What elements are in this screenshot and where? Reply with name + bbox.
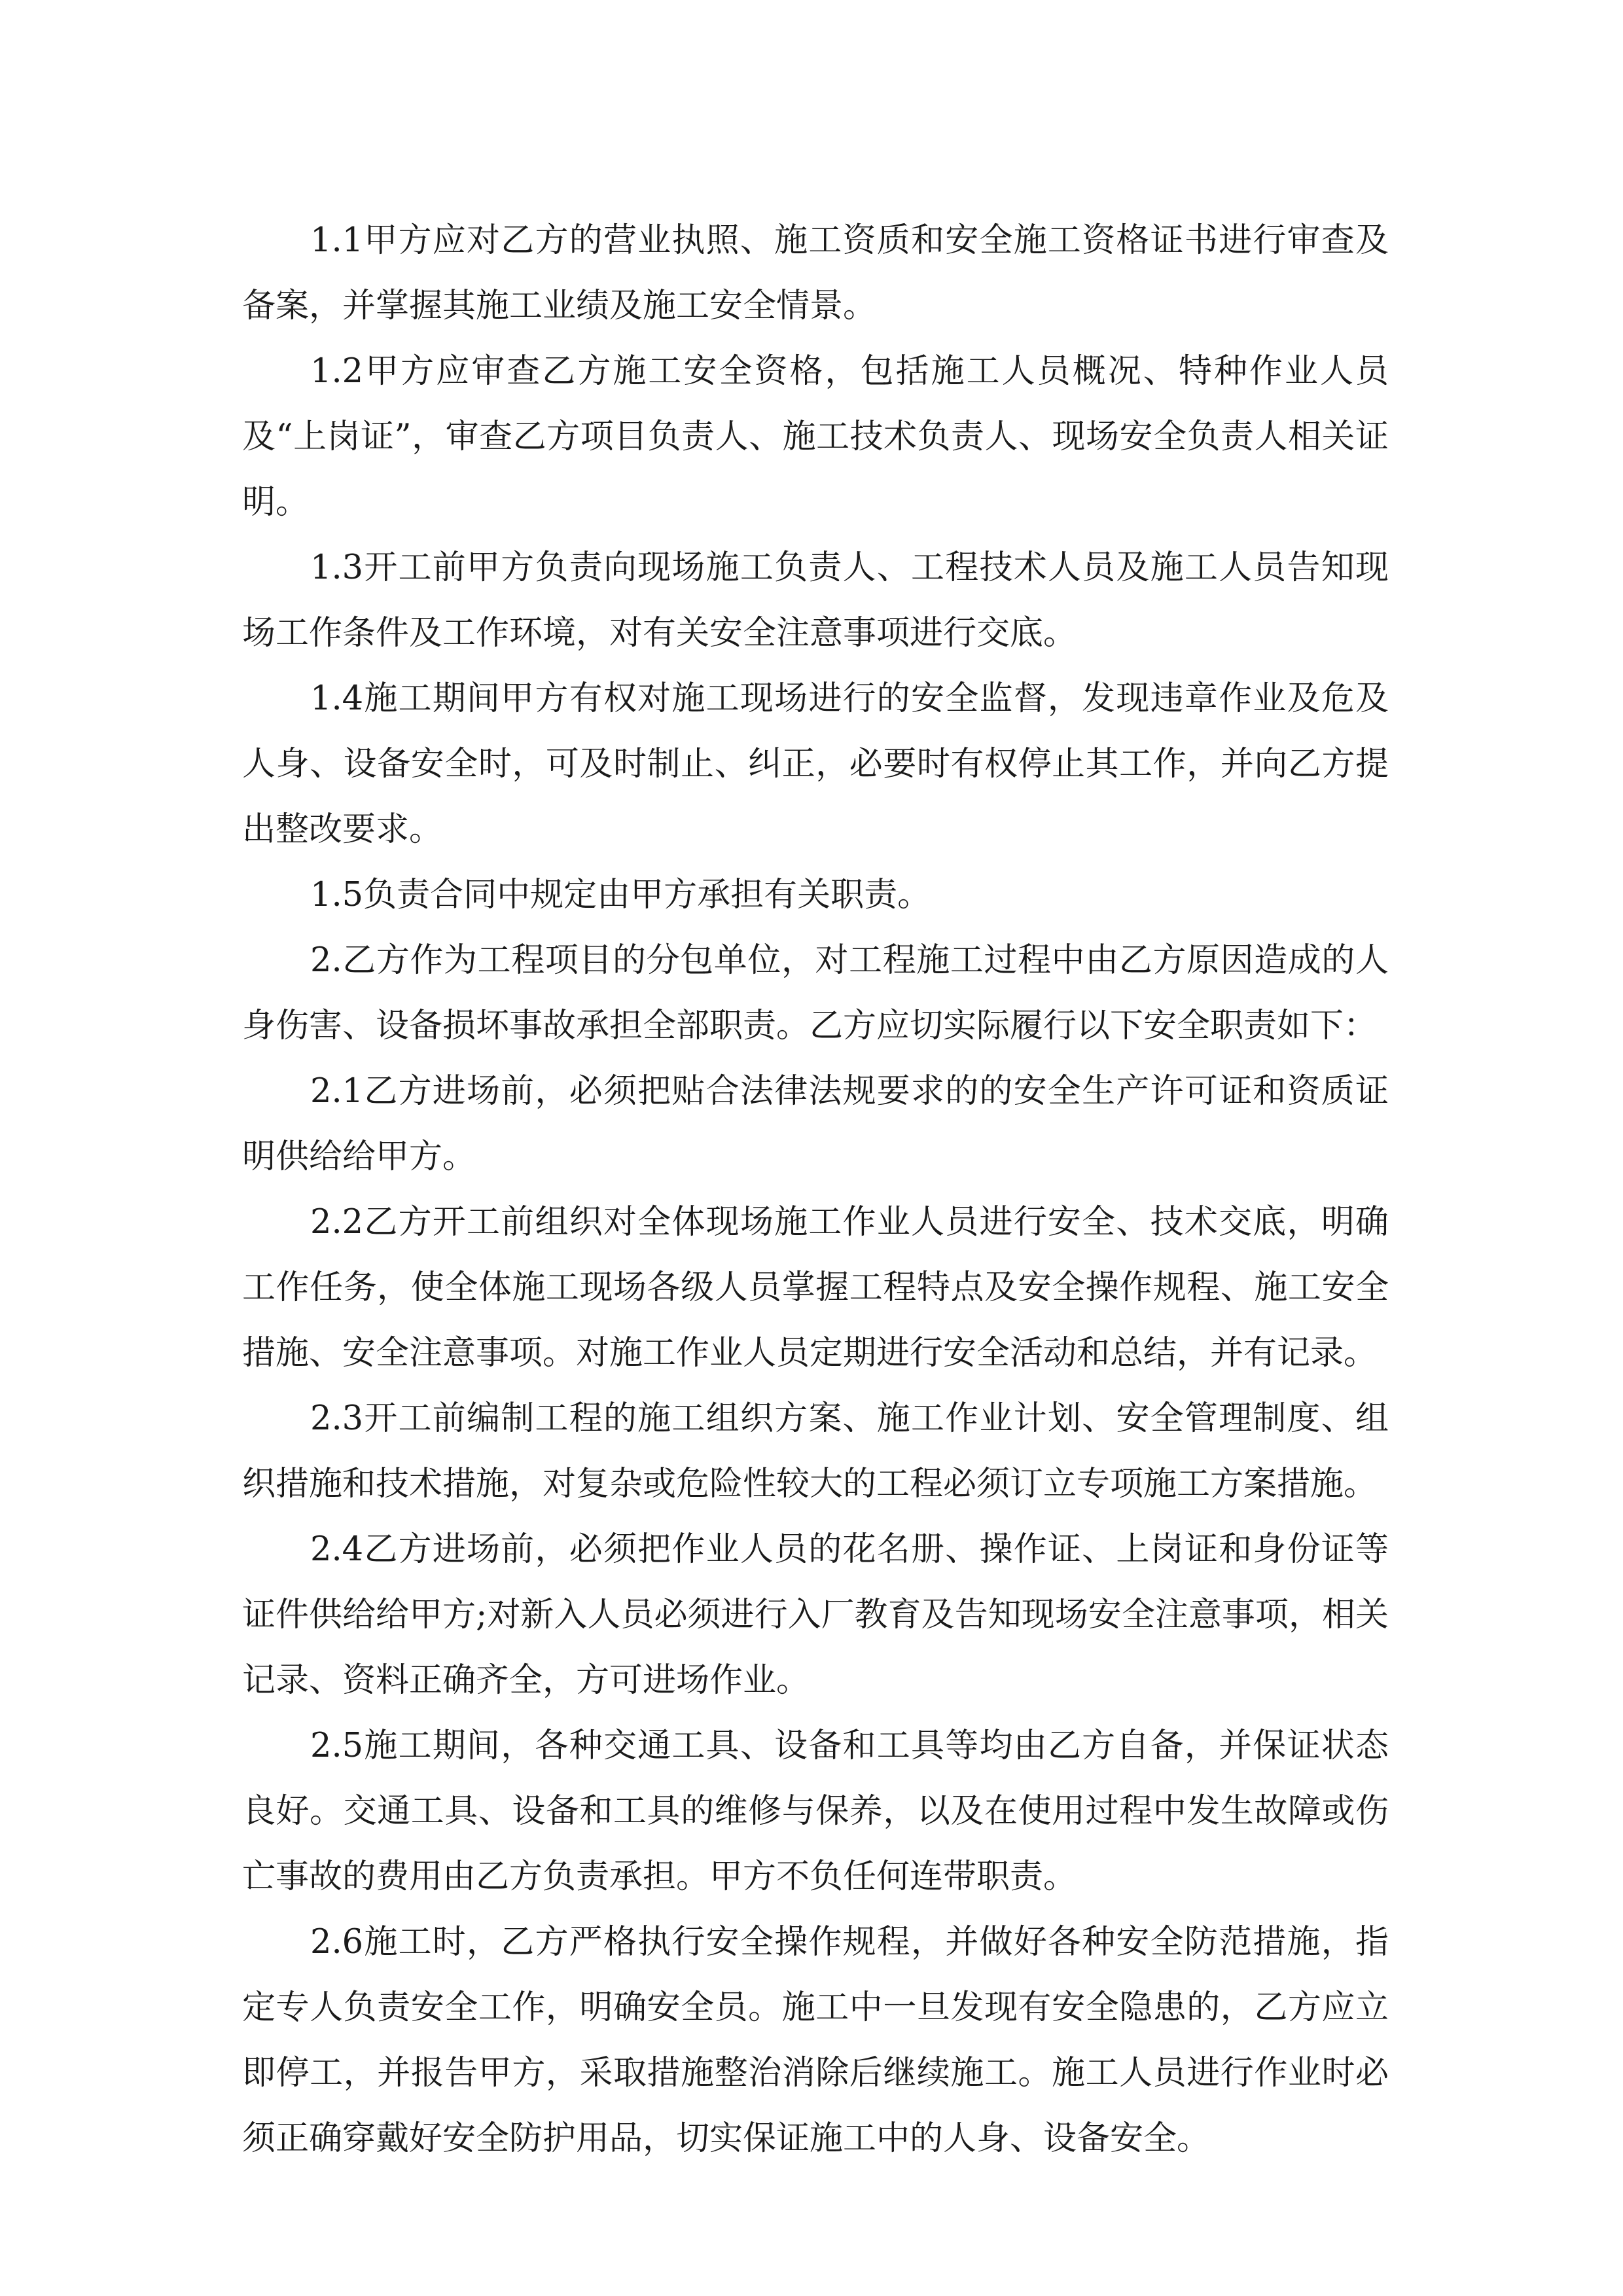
clause-2-4: 2.4乙方进场前，必须把作业人员的花名册、操作证、上岗证和身份证等证件供给给甲方;对新入人员必须进行入厂教育及告知现场安全注意事项，相关记录、资料正确齐全，方可进场作业。 xyxy=(242,1530,1389,1700)
clause-2-3: 2.3开工前编制工程的施工组织方案、施工作业计划、安全管理制度、组织措施和技术措施，对复杂或危险性较大的工程必须订立专项施工方案措施。 xyxy=(242,1399,1389,1503)
clause-1-2: 1.2甲方应审查乙方施工安全资格，包括施工人员概况、特种作业人员及“上岗证”，审查乙方项目负责人、施工技术负责人、现场安全负责人相关证明。 xyxy=(242,352,1389,522)
clause-1-1: 1.1甲方应对乙方的营业执照、施工资质和安全施工资格证书进行审查及备案，并掌握其施工业绩及施工安全情景。 xyxy=(242,221,1389,325)
clause-1-5: 1.5负责合同中规定由甲方承担有关职责。 xyxy=(310,876,931,914)
clause-2-1: 2.1乙方进场前，必须把贴合法律法规要求的的安全生产许可证和资质证明供给给甲方。 xyxy=(242,1072,1389,1176)
document-body xyxy=(242,208,1389,2172)
clause-2-6: 2.6施工时，乙方严格执行安全操作规程，并做好各种安全防范措施，指定专人负责安全工作，明确安全员。施工中一旦发现有安全隐患的，乙方应立即停工，并报告甲方，采取措施整治消除后继续施工。施工人员进行作业时必须正确穿戴好安全防护用品，切实保证施工中的人身、设备安全。 xyxy=(242,1923,1389,2158)
clause-2: 2.乙方作为工程项目的分包单位，对工程施工过程中由乙方原因造成的人身伤害、设备损坏事故承担全部职责。乙方应切实际履行以下安全职责如下： xyxy=(242,941,1389,1045)
clause-1-3: 1.3开工前甲方负责向现场施工负责人、工程技术人员及施工人员告知现场工作条件及工作环境，对有关安全注意事项进行交底。 xyxy=(242,548,1389,653)
clause-1-4: 1.4施工期间甲方有权对施工现场进行的安全监督，发现违章作业及危及人身、设备安全时，可及时制止、纠正，必要时有权停止其工作，并向乙方提出整改要求。 xyxy=(242,679,1389,849)
clause-2-2: 2.2乙方开工前组织对全体现场施工作业人员进行安全、技术交底，明确工作任务，使全体施工现场各级人员掌握工程特点及安全操作规程、施工安全措施、安全注意事项。对施工作业人员定期进行安全活动和总结，并有记录。 xyxy=(242,1203,1389,1372)
clause-2-5: 2.5施工期间，各种交通工具、设备和工具等均由乙方自备，并保证状态良好。交通工具、设备和工具的维修与保养，以及在使用过程中发生故障或伤亡事故的费用由乙方负责承担。甲方不负任何连带职责。 xyxy=(242,1727,1389,1896)
